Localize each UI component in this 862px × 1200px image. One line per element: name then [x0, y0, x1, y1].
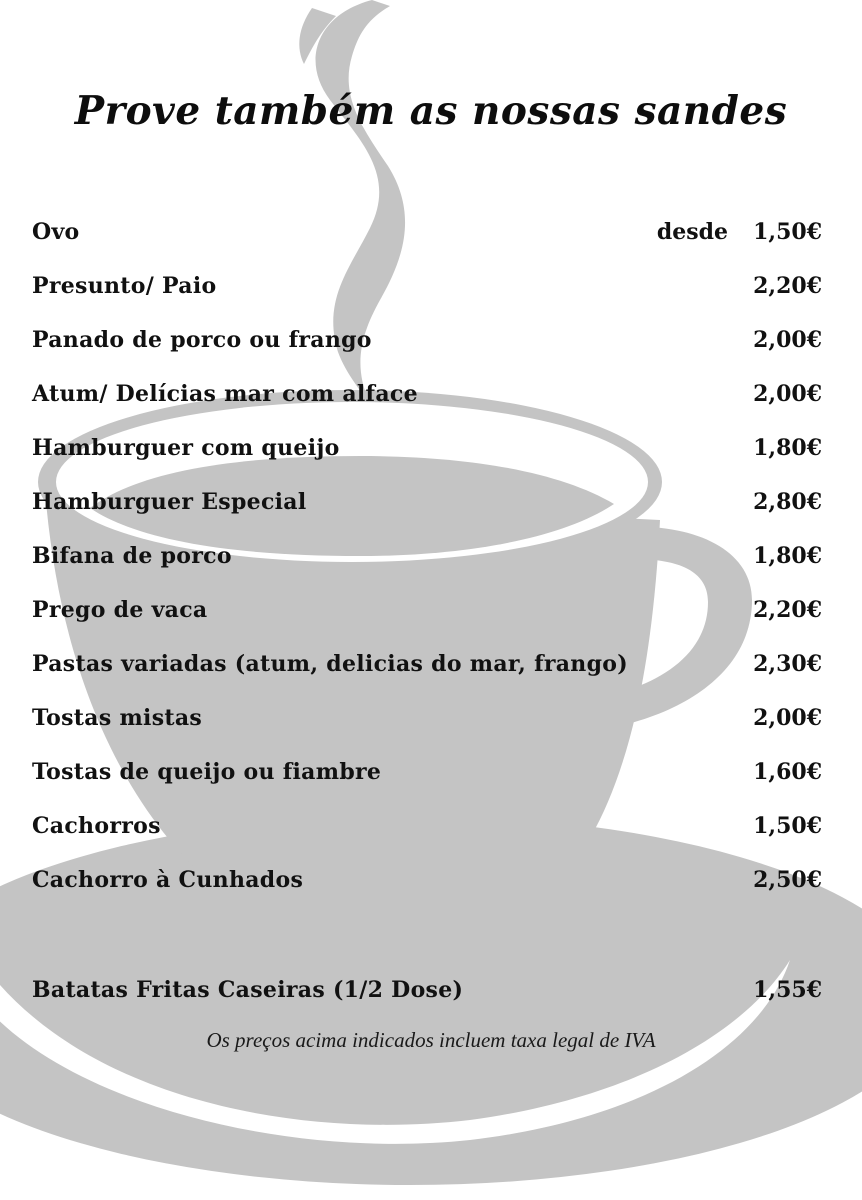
- menu-item-price: 2,80€: [753, 489, 822, 515]
- vat-note: Os preços acima indicados incluem taxa legal de IVA: [206, 1028, 656, 1052]
- menu-item-name: Panado de porco ou frango: [32, 327, 372, 353]
- menu-item: [32, 536, 828, 590]
- page-title: Prove também as nossas sandes: [74, 88, 788, 134]
- menu-item: [32, 320, 828, 374]
- menu-item-name: Atum/ Delícias mar com alface: [32, 381, 418, 407]
- menu-item: [32, 590, 828, 644]
- menu-item: [32, 374, 828, 428]
- menu-item-price: 2,20€: [753, 597, 822, 623]
- menu-item: [32, 860, 828, 914]
- menu-item: [32, 266, 828, 320]
- menu-item-price: 2,30€: [753, 651, 822, 677]
- menu-item: [32, 212, 828, 266]
- menu-item-name: Hamburguer com queijo: [32, 435, 340, 461]
- menu-list: [32, 212, 828, 1024]
- menu-item-price: 1,60€: [753, 759, 822, 785]
- menu-item-extra: [32, 970, 828, 1024]
- menu-item-name: Bifana de porco: [32, 543, 232, 569]
- menu-item-name: Pastas variadas (atum, delicias do mar, frango): [32, 651, 628, 677]
- menu-item-name: Presunto/ Paio: [32, 273, 217, 299]
- menu-item-name: Hamburguer Especial: [32, 489, 307, 515]
- menu-item-name: Tostas de queijo ou fiambre: [32, 759, 382, 785]
- menu-item-price: 1,55€: [753, 977, 822, 1003]
- menu-item: [32, 482, 828, 536]
- menu-item-price: 2,50€: [753, 867, 822, 893]
- menu-item: [32, 806, 828, 860]
- menu-item: [32, 752, 828, 806]
- menu-item-name: Prego de vaca: [32, 597, 208, 623]
- menu-item-price: 2,00€: [753, 705, 822, 731]
- menu-item: [32, 698, 828, 752]
- menu-item-name: Batatas Fritas Caseiras (1/2 Dose): [32, 977, 464, 1003]
- menu-item-name: Cachorro à Cunhados: [32, 867, 304, 893]
- menu-item-price: 1,50€: [753, 219, 822, 245]
- menu-item: [32, 644, 828, 698]
- menu-item-price-prefix: desde: [656, 219, 728, 245]
- menu-item-price: 1,50€: [753, 813, 822, 839]
- menu-item-price: 2,00€: [753, 327, 822, 353]
- menu-item: [32, 428, 828, 482]
- menu-item-price: 2,20€: [753, 273, 822, 299]
- menu-item-name: Tostas mistas: [32, 705, 203, 731]
- menu-item-price: 1,80€: [753, 435, 822, 461]
- menu-item-price: 1,80€: [753, 543, 822, 569]
- menu-item-name: Ovo: [32, 219, 80, 245]
- menu-item-price: 2,00€: [753, 381, 822, 407]
- menu-item-name: Cachorros: [32, 813, 161, 839]
